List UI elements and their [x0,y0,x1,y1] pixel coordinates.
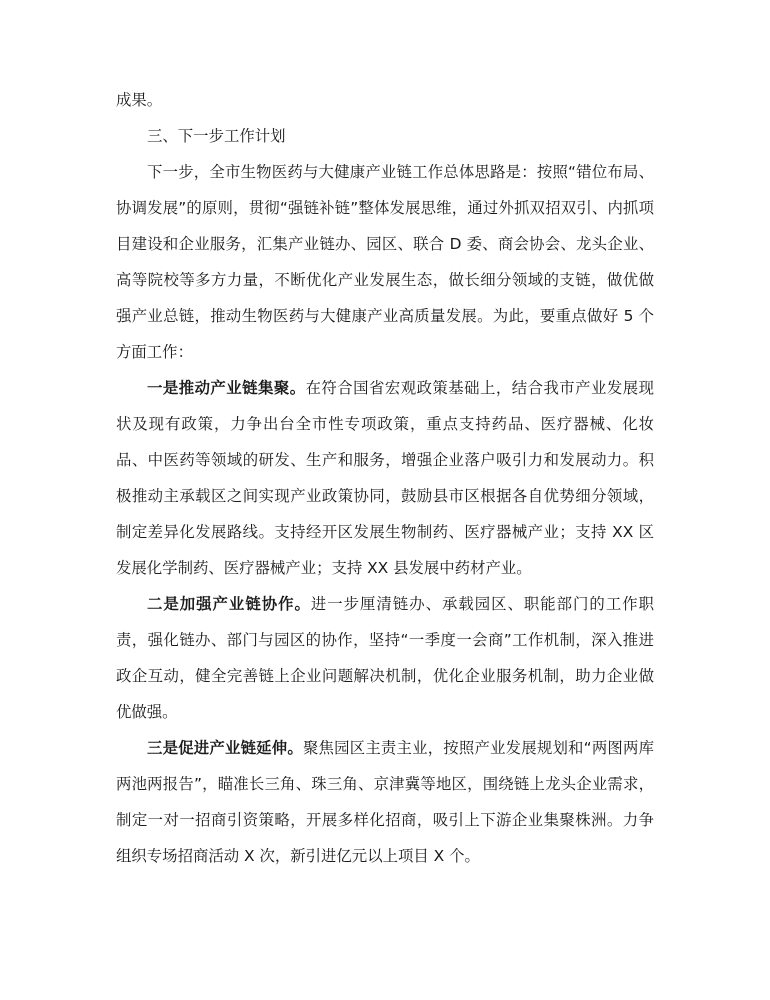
paragraph-item-2 [116,586,654,730]
paragraph-item-1 [116,370,654,586]
item-1-text: 在符合国省宏观政策基础上，结合我市产业发展现状及现有政策，力争出台全市性专项政策，重点支持药品、医疗器械、化妆品、中医药等领域的研发、生产和服务，增强企业落户吸引力和发展动力。积极推动主承载区之间实现产业政策协同，鼓励县市区根据各自优势细分领域，制定差异化发展路线。支持经开区发展生物制药、医疗器械产业；支持 XX 区发展化学制药、医疗器械产业；支持 XX 县发展中药材产业。 [116,379,654,577]
section-heading: 三、下一步工作计划 [147,127,286,145]
item-3-text: 聚焦园区主责主业，按照产业发展规划和“两图两库两池两报告”，瞄准长三角、珠三角、京津冀等地区，围绕链上龙头企业需求，制定一对一招商引资策略，开展多样化招商，吸引上下游企业集聚株洲。力争组织专场招商活动 X 次，新引进亿元以上项目 X 个。 [116,739,654,865]
item-2-text: 进一步厘清链办、承载园区、职能部门的工作职责，强化链办、部门与园区的协作，坚持“一季度一会商”工作机制，深入推进政企互动，健全完善链上企业问题解决机制，优化企业服务机制，助力企业做优做强。 [116,595,654,721]
item-1-lead: 一是推动产业链集聚。 [147,379,306,397]
paragraph-item-3 [116,730,654,874]
item-2-lead: 二是加强产业链协作。 [147,595,311,613]
paragraph-continuation: 成果。 [116,91,163,109]
paragraph-intro: 下一步，全市生物医药与大健康产业链工作总体思路是：按照“错位布局、协调发展”的原则，贯彻“强链补链”整体发展思维，通过外抓双招双引、内抓项目建设和企业服务，汇集产业链办、园区、联合 D 委、商会协会、龙头企业、高等院校等多方力量，不断优化产业发展生态，做长细分领域的支链，做优做强产业总链，推动生物医药与大健康产业高质量发展。为此，要重点做好 5 个方面工作： [116,163,654,361]
document-page [116,82,654,874]
item-3-lead: 三是促进产业链延伸。 [147,739,303,757]
